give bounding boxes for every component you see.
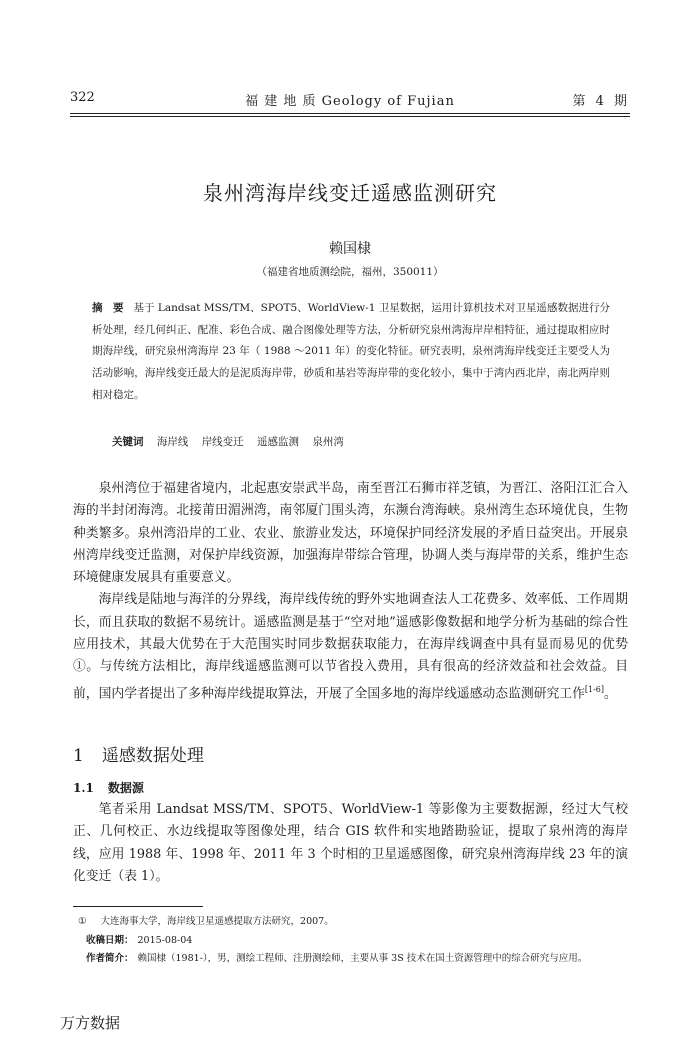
intro-paragraph-2-text: 海岸线是陆地与海洋的分界线，海岸线传统的野外实地调查法人工花费多、效率低、工作周期长，而且获取的数据不易统计。遥感监测是基于“空对地”遥感影像数据和地学分析为基础的综合性应用技术，其最大优势在于大范围实时同步数据获取能力，在海岸线调查中具有显而易见的优势①。与传统方法相比，海岸线遥感监测可以节省投入费用，具有很高的经济效益和社会效益。目前，国内学者提出了多种海岸线提取算法，开展了全国多地的海岸线遥感动态监测研究工作 (73, 592, 628, 701)
abstract-text: 基于 Landsat MSS/TM、SPOT5、WorldView-1 卫星数据，运用计算机技术对卫星遥感数据进行分析处理，经几何纠正、配准、彩色合成、融合图像处理等方法，分析研究泉州湾海岸岸相特征，通过提取相应时期海岸线，研究泉州湾海岸 23 年（ 1988 ～2011 年）的变化特征。研究表明，泉州湾海岸线变迁主要受人为活动影响，海岸线变迁最大的是泥质海岸带，砂质和基岩等海岸带的变化较小，集中于湾内西北岸，南北两岸则相对稳定。 (92, 302, 611, 401)
footnotes (78, 913, 640, 969)
keyword: 海岸线 (156, 436, 189, 448)
section-heading-1 (73, 741, 204, 766)
author-name: 赖国棣 (329, 241, 371, 257)
intro-paragraph-2 (73, 589, 628, 705)
keyword: 岸线变迁 (201, 436, 244, 448)
citation-ref: [1-6] (584, 684, 604, 694)
footnote-rule (73, 906, 203, 907)
keyword: 遥感监测 (257, 436, 300, 448)
subsection-number: 1.1 (73, 781, 94, 795)
bio-text: 赖国棣（1981-），男，测绘工程师、注册测绘师，主要从事 3S 技术在国土资源管理中的综合研究与应用。 (137, 953, 588, 964)
footnote-marker: ① (78, 916, 87, 927)
intro-section (73, 478, 628, 705)
keywords (112, 434, 610, 449)
paper-title: 泉州湾海岸线变迁遥感监测研究 (203, 181, 497, 205)
author-bio (78, 950, 640, 969)
data-source-paragraph: 笔者采用 Landsat MSS/TM、SPOT5、WorldView-1 等影像为主要数据源，经过大气校正、几何校正、水边线提取等图像处理，结合 GIS 软件和实地踏勘验证，提取了泉州湾的海岸线，应用 1988 年、1998 年、2011 年 3 个时相的卫星遥感图像，研究泉州湾海岸线 23 年的演化变迁（表 1）。 (73, 802, 628, 884)
keywords-label: 关键词 (112, 436, 144, 448)
journal-name: 福 建 地 质 Geology of Fujian (245, 94, 455, 109)
page-number: 322 (70, 90, 95, 105)
intro-paragraph-1: 泉州湾位于福建省境内，北起惠安崇武半岛，南至晋江石狮市祥芝镇，为晋江、洛阳江汇合入海的半封闭海湾。北接莆田湄洲湾，南邻厦门围头湾，东濒台湾海峡。泉州湾生态环境优良，生物种类繁多。泉州湾沿岸的工业、农业、旅游业发达，环境保护同经济发展的矛盾日益突出。开展泉州湾岸线变迁监测，对保护岸线资源，加强海岸带综合管理，协调人类与海岸带的关系，维护生态环境健康发展具有重要意义。 (73, 481, 628, 586)
subsection-heading-1-1 (73, 779, 144, 796)
intro-paragraph-2-end: 。 (604, 685, 617, 701)
section-number: 1 (73, 746, 84, 766)
header-rule-thick (70, 113, 630, 114)
received-label: 收稿日期： (86, 934, 134, 946)
footnote-1-text: 大连海事大学，海岸线卫星遥感提取方法研究，2007。 (100, 916, 334, 927)
data-source-section (73, 799, 628, 888)
author-affiliation: （福建省地质测绘院，福州，350011） (256, 266, 444, 278)
running-header (70, 90, 630, 110)
watermark: 万方数据 (60, 1014, 121, 1032)
issue-number: 第 4 期 (572, 94, 630, 109)
keyword: 泉州湾 (312, 436, 344, 448)
received-value: 2015-08-04 (137, 934, 193, 946)
subsection-title: 数据源 (107, 781, 144, 795)
header-rule-thin (70, 116, 630, 117)
section-title: 遥感数据处理 (101, 746, 204, 766)
received-date (78, 932, 640, 951)
footnote-1 (78, 913, 640, 932)
bio-label: 作者简介： (86, 953, 134, 964)
abstract (92, 298, 610, 407)
abstract-label: 摘 要 (92, 302, 124, 314)
